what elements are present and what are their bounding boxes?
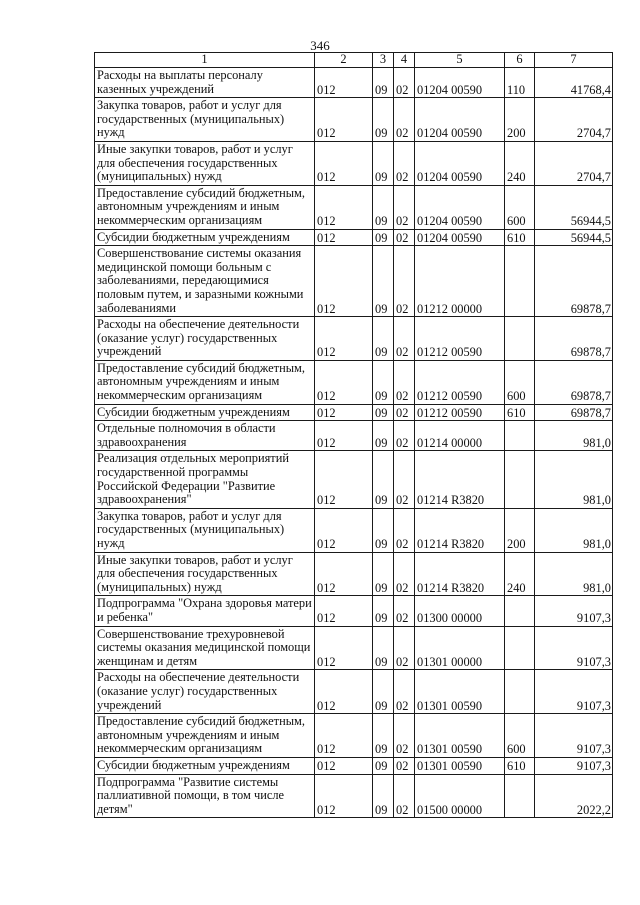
cell-name: Иные закупки товаров, работ и услуг для обеспечения государственных (муниципальных) нужд [95,552,315,596]
cell-amount: 2704,7 [535,98,613,142]
cell-ministry-code: 012 [315,68,373,98]
table-row [95,626,613,670]
cell-amount: 69878,7 [535,404,613,421]
cell-name: Реализация отдельных мероприятий государственной программы Российской Федерации "Развитие здравоохранения" [95,451,315,508]
cell-amount: 69878,7 [535,246,613,317]
cell-amount: 2704,7 [535,141,613,185]
cell-subsection: 02 [394,552,415,596]
cell-name: Субсидии бюджетным учреждениям [95,404,315,421]
cell-name: Иные закупки товаров, работ и услуг для обеспечения государственных (муниципальных) нужд [95,141,315,185]
cell-expense-type: 600 [505,360,535,404]
cell-ministry-code: 012 [315,404,373,421]
table-row [95,68,613,98]
table-row [95,185,613,229]
cell-target-code: 01214 R3820 [415,451,505,508]
cell-subsection: 02 [394,508,415,552]
table-row [95,421,613,451]
cell-target-code: 01500 00000 [415,774,505,818]
table-row [95,141,613,185]
cell-ministry-code: 012 [315,185,373,229]
table-row [95,246,613,317]
cell-subsection: 02 [394,404,415,421]
cell-target-code: 01212 00590 [415,360,505,404]
cell-amount: 981,0 [535,451,613,508]
column-header: 6 [505,53,535,68]
cell-expense-type [505,451,535,508]
cell-amount: 69878,7 [535,317,613,361]
cell-ministry-code: 012 [315,714,373,758]
column-header: 2 [315,53,373,68]
column-header: 3 [373,53,394,68]
column-header: 7 [535,53,613,68]
cell-section: 09 [373,229,394,246]
cell-subsection: 02 [394,421,415,451]
cell-section: 09 [373,670,394,714]
cell-ministry-code: 012 [315,757,373,774]
cell-amount: 2022,2 [535,774,613,818]
cell-target-code: 01301 00000 [415,626,505,670]
table-row [95,670,613,714]
table-row [95,360,613,404]
cell-amount: 981,0 [535,552,613,596]
cell-section: 09 [373,508,394,552]
cell-subsection: 02 [394,774,415,818]
column-header: 5 [415,53,505,68]
cell-subsection: 02 [394,757,415,774]
cell-expense-type [505,596,535,626]
cell-expense-type [505,774,535,818]
cell-section: 09 [373,246,394,317]
cell-ministry-code: 012 [315,451,373,508]
cell-section: 09 [373,552,394,596]
cell-subsection: 02 [394,185,415,229]
cell-expense-type: 610 [505,229,535,246]
cell-ministry-code: 012 [315,670,373,714]
table-row [95,508,613,552]
cell-name: Предоставление субсидий бюджетным, автономным учреждениям и иным некоммерческим организациям [95,360,315,404]
cell-ministry-code: 012 [315,229,373,246]
cell-target-code: 01212 00590 [415,317,505,361]
cell-target-code: 01204 00590 [415,141,505,185]
cell-target-code: 01301 00590 [415,757,505,774]
cell-section: 09 [373,596,394,626]
cell-name: Подпрограмма "Охрана здоровья матери и ребенка" [95,596,315,626]
cell-target-code: 01212 00590 [415,404,505,421]
cell-target-code: 01214 R3820 [415,552,505,596]
cell-section: 09 [373,317,394,361]
cell-section: 09 [373,360,394,404]
cell-section: 09 [373,141,394,185]
cell-expense-type: 240 [505,141,535,185]
table-row [95,404,613,421]
cell-name: Расходы на выплаты персоналу казенных учреждений [95,68,315,98]
cell-name: Закупка товаров, работ и услуг для государственных (муниципальных) нужд [95,508,315,552]
cell-expense-type: 610 [505,404,535,421]
cell-amount: 9107,3 [535,714,613,758]
cell-subsection: 02 [394,451,415,508]
cell-name: Субсидии бюджетным учреждениям [95,757,315,774]
cell-section: 09 [373,68,394,98]
cell-name: Предоставление субсидий бюджетным, автономным учреждениям и иным некоммерческим организациям [95,714,315,758]
cell-amount: 69878,7 [535,360,613,404]
cell-target-code: 01204 00590 [415,68,505,98]
cell-target-code: 01301 00590 [415,714,505,758]
cell-section: 09 [373,774,394,818]
cell-section: 09 [373,421,394,451]
cell-target-code: 01214 R3820 [415,508,505,552]
cell-target-code: 01204 00590 [415,98,505,142]
cell-target-code: 01212 00000 [415,246,505,317]
cell-subsection: 02 [394,596,415,626]
budget-table-body [95,68,613,818]
cell-target-code: 01204 00590 [415,229,505,246]
cell-ministry-code: 012 [315,141,373,185]
cell-section: 09 [373,626,394,670]
table-row [95,757,613,774]
cell-name: Расходы на обеспечение деятельности (оказание услуг) государственных учреждений [95,317,315,361]
cell-target-code: 01214 00000 [415,421,505,451]
table-row [95,98,613,142]
cell-amount: 56944,5 [535,229,613,246]
cell-subsection: 02 [394,670,415,714]
cell-expense-type: 240 [505,552,535,596]
cell-subsection: 02 [394,68,415,98]
budget-table [94,52,613,818]
cell-expense-type: 110 [505,68,535,98]
table-row [95,552,613,596]
cell-subsection: 02 [394,229,415,246]
cell-ministry-code: 012 [315,317,373,361]
cell-expense-type [505,421,535,451]
cell-subsection: 02 [394,317,415,361]
cell-name: Закупка товаров, работ и услуг для государственных (муниципальных) нужд [95,98,315,142]
cell-amount: 9107,3 [535,670,613,714]
cell-target-code: 01204 00590 [415,185,505,229]
table-row [95,774,613,818]
table-row [95,317,613,361]
cell-section: 09 [373,185,394,229]
cell-target-code: 01300 00000 [415,596,505,626]
table-row [95,229,613,246]
table-header-row [95,53,613,68]
cell-ministry-code: 012 [315,552,373,596]
cell-subsection: 02 [394,626,415,670]
cell-expense-type: 200 [505,98,535,142]
cell-ministry-code: 012 [315,774,373,818]
cell-ministry-code: 012 [315,626,373,670]
cell-ministry-code: 012 [315,421,373,451]
page-number: 346 [310,38,330,53]
cell-section: 09 [373,451,394,508]
table-row [95,451,613,508]
cell-amount: 56944,5 [535,185,613,229]
cell-subsection: 02 [394,360,415,404]
cell-name: Субсидии бюджетным учреждениям [95,229,315,246]
cell-section: 09 [373,714,394,758]
cell-amount: 9107,3 [535,596,613,626]
column-header: 4 [394,53,415,68]
cell-name: Подпрограмма "Развитие системы паллиативной помощи, в том числе детям" [95,774,315,818]
cell-amount: 41768,4 [535,68,613,98]
cell-expense-type [505,317,535,361]
cell-expense-type [505,246,535,317]
cell-subsection: 02 [394,141,415,185]
cell-subsection: 02 [394,246,415,317]
table-row [95,714,613,758]
cell-ministry-code: 012 [315,360,373,404]
cell-ministry-code: 012 [315,246,373,317]
cell-subsection: 02 [394,714,415,758]
cell-amount: 9107,3 [535,626,613,670]
cell-amount: 981,0 [535,421,613,451]
cell-expense-type: 600 [505,185,535,229]
cell-name: Расходы на обеспечение деятельности (оказание услуг) государственных учреждений [95,670,315,714]
cell-section: 09 [373,98,394,142]
cell-ministry-code: 012 [315,98,373,142]
cell-section: 09 [373,757,394,774]
cell-expense-type [505,626,535,670]
cell-section: 09 [373,404,394,421]
cell-amount: 9107,3 [535,757,613,774]
cell-name: Предоставление субсидий бюджетным, автономным учреждениям и иным некоммерческим организациям [95,185,315,229]
cell-name: Совершенствование системы оказания медицинской помощи больным с заболеваниями, передающимися половым путем, и заразными кожными заболеваниями [95,246,315,317]
cell-expense-type: 600 [505,714,535,758]
column-header: 1 [95,53,315,68]
cell-expense-type [505,670,535,714]
cell-ministry-code: 012 [315,508,373,552]
cell-name: Совершенствование трехуровневой системы оказания медицинской помощи женщинам и детям [95,626,315,670]
cell-expense-type: 200 [505,508,535,552]
cell-amount: 981,0 [535,508,613,552]
cell-ministry-code: 012 [315,596,373,626]
cell-subsection: 02 [394,98,415,142]
table-row [95,596,613,626]
cell-name: Отдельные полномочия в области здравоохранения [95,421,315,451]
cell-expense-type: 610 [505,757,535,774]
cell-target-code: 01301 00590 [415,670,505,714]
